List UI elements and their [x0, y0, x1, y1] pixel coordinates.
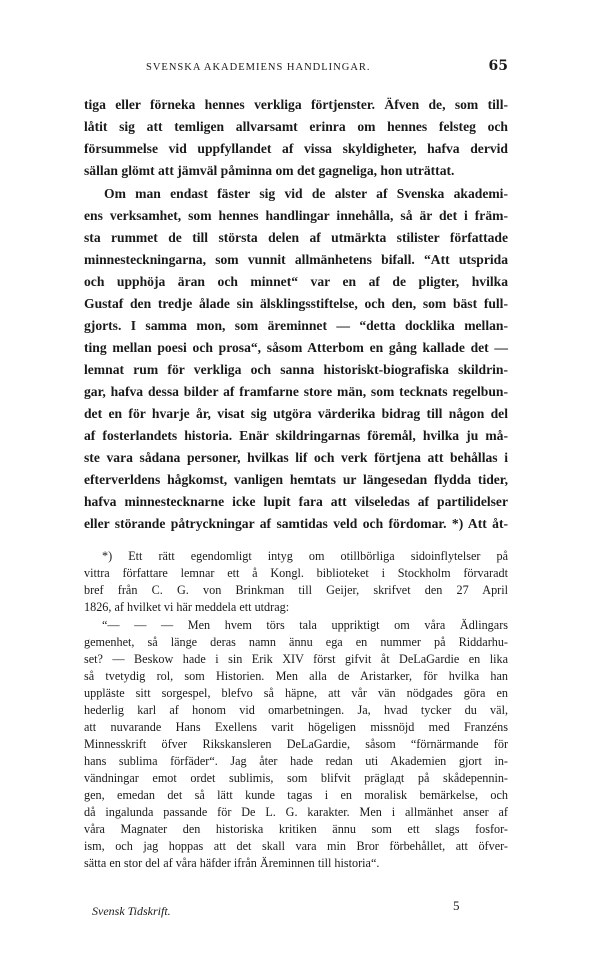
- body-line: Om man endast fäster sig vid de alster af Svenska akademi-: [104, 186, 508, 201]
- footnote-line: Minnesskrift öfver Rikskansleren DeLaGardie, såsom “förnärmande för: [84, 737, 508, 751]
- body-line: ste vara sådana personer, hvilkas lif och verk förtjena att behållas i: [84, 450, 508, 465]
- footnote-line: då ingalunda passande för De L. G. karakter. Men i allmänhet anser af: [84, 805, 508, 819]
- body-line: ting mellan poesi och prosa“, såsom Atterbom en gång kallade det —: [84, 340, 508, 355]
- body-line: efterverldens hågkomst, vanligen hemtats ur längesedan flydda tider,: [84, 472, 508, 487]
- journal-signature: Svensk Tidskrift.: [92, 904, 171, 918]
- footnote-line: ism, och jag hoppas att det skall vara min Bror förbehållet, att öfver-: [84, 839, 508, 853]
- footnote-line: set? — Beskow hade i sin Erik XIV först gifvit åt DeLaGardie en lika: [84, 652, 508, 666]
- body-line: sta rummet de till största delen af utmärkta stilister författade: [84, 230, 508, 245]
- body-line: Gustaf den tredje ålade sin älsklingsstiftelse, och den, som bäst full-: [84, 296, 508, 311]
- body-line: försummelse vid uppfyllandet af vissa skyldigheter, hafva dervid: [84, 141, 508, 156]
- footnote-line: *) Ett rätt egendomligt intyg om otillbörliga sidoinflytelser på: [102, 549, 508, 563]
- body-line: minnesteckningarna, som vunnit allmänhetens bifall. “Att utsprida: [84, 252, 508, 267]
- signature-number: 5: [453, 898, 460, 913]
- body-line: eller störande påtryckningar af samtidas veld och fördomar. *) Att åt-: [84, 516, 508, 531]
- footnote-line: uppläste sitt sorgespel, blefvo så häpne, att vår vän nödgades göra en: [84, 686, 508, 700]
- footnote-line: att nuvarande Hans Exellens varit högeligen missnöjd med Franzéns: [84, 720, 508, 734]
- body-line: gar, hafva dessa bilder af framfarne store män, som tecknats regelbun-: [84, 384, 508, 399]
- footnote-line: gemenhet, så länge deras namn ännu ega en nummer på Riddarhu-: [84, 635, 508, 649]
- footnote-line: så tvetydig rol, som Historien. Men alla de Aristarker, för hvilka han: [84, 669, 508, 683]
- body-line: sällan glömt att jämväl påminna om det gagneliga, hon uträttat.: [84, 163, 455, 178]
- footnote-line: hans sublima förfäder“. Jag åter hade redan uti Akademien gjort in-: [84, 754, 508, 768]
- footnote-line: gen, emedan det så lätt kunde tagas i en moralisk bemärkelse, och: [84, 788, 508, 802]
- body-line: det en för hvarje år, visat sig utgöra värderika bidrag till någon del: [84, 406, 508, 421]
- running-title: SVENSKA AKADEMIENS HANDLINGAR.: [146, 62, 371, 73]
- page-number: 65: [488, 58, 508, 74]
- body-line: af fosterlandets historia. Enär skildringarnas föremål, hvilka ju må-: [84, 428, 508, 443]
- footnote-line: 1826, af hvilket vi här meddela ett utdrag:: [84, 600, 290, 614]
- body-line: låtit sig att temligen allvarsamt erinra om hennes felsteg och: [84, 119, 508, 134]
- footnote-line: “— — — Men hvem törs tala uppriktigt om våra Ädlingars: [102, 618, 508, 632]
- footnote-line: våra Magnater den historiska kritiken ännu som ett slags fosfor-: [84, 822, 508, 836]
- body-line: och upphöja äran och minnet“ var en af de pligter, hvilka: [84, 274, 508, 289]
- page-header: [84, 58, 508, 78]
- footnote-line: hederlig karl af honom vid omarbetningen. Ja, hvad tycker du väl,: [84, 703, 508, 717]
- body-line: hafva minnestecknarne icke lupit fara att vilseledas af partilidelser: [84, 494, 508, 509]
- footnote-line: vändningar emot ordet sublimis, som blifvit präglадt på skådepennin-: [84, 771, 508, 785]
- body-line: ens verksamhet, som hennes handlingar innehålla, så är det i främ-: [84, 208, 508, 223]
- body-line: gjorts. I samma mon, som äreminnet — “detta docklika mellan-: [84, 318, 508, 333]
- body-line: tiga eller förneka hennes verkliga förtjenster. Äfven de, som till-: [84, 97, 508, 112]
- body-line: lemnat rum för verkliga och sanna historiskt-biografiska skildrin-: [84, 362, 508, 377]
- footnote-line: vittra författare lemnar ett å Kongl. biblioteket i Stockholm förvaradt: [84, 566, 508, 580]
- footnote-line: sätta en stor del af våra häfder ifrån Äreminnen till historia“.: [84, 856, 380, 870]
- footnote-line: bref från C. G. von Brinkman till Geijer, skrifvet den 27 April: [84, 583, 508, 597]
